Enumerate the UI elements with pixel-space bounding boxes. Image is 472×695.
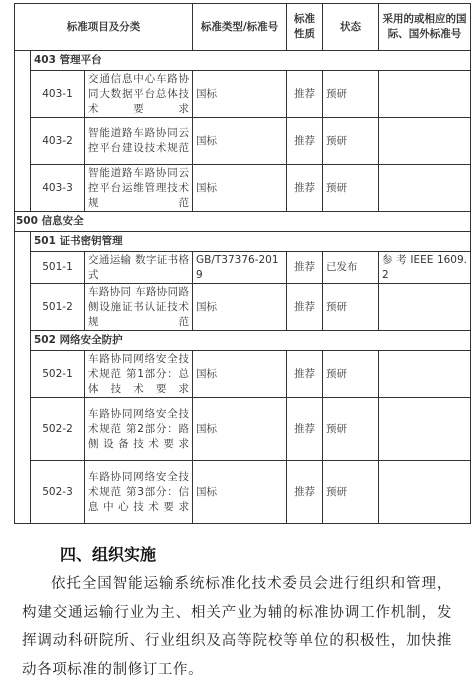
item-type: 国标 [193, 461, 287, 524]
item-nature: 推荐 [287, 118, 323, 165]
section-paragraph: 依托全国智能运输系统标准化技术委员会进行组织和管理，构建交通运输行业为主、相关产业为辅的标准协调工作机制，发挥调动科研院所、行业组织及高等院校等单位的积极性，加快推动各项标准的制修订工作。 [22, 576, 452, 678]
item-ref [379, 118, 471, 165]
table-row [15, 461, 471, 524]
table-row [15, 284, 471, 331]
standards-table [14, 3, 471, 524]
table-row [15, 118, 471, 165]
item-nature: 推荐 [287, 71, 323, 118]
header-item: 标准项目及分类 [15, 4, 193, 51]
item-type: 国标 [193, 71, 287, 118]
header-nature: 标准性质 [287, 4, 323, 51]
item-nature: 推荐 [287, 284, 323, 331]
header-type: 标准类型/标准号 [193, 4, 287, 51]
item-type: 国标 [193, 351, 287, 398]
indent-cell [15, 331, 31, 351]
indent-cell [15, 252, 31, 284]
subcategory-label: 403 管理平台 [31, 51, 471, 71]
item-status: 预研 [323, 461, 379, 524]
item-ref [379, 351, 471, 398]
item-code: 502-1 [31, 351, 85, 398]
indent-cell [15, 232, 31, 252]
category-row [15, 212, 471, 232]
item-ref [379, 461, 471, 524]
item-name: 交通信息中心车路协同大数据平台总体技术要求 [85, 71, 193, 118]
indent-cell [15, 351, 31, 398]
table-row [15, 398, 471, 461]
item-ref [379, 284, 471, 331]
indent-cell [15, 165, 31, 212]
table-row [15, 351, 471, 398]
subcategory-row [15, 331, 471, 351]
item-ref [379, 398, 471, 461]
subcategory-row [15, 232, 471, 252]
item-type: 国标 [193, 398, 287, 461]
indent-cell [15, 284, 31, 331]
item-code: 501-1 [31, 252, 85, 284]
table-row [15, 71, 471, 118]
item-code: 403-2 [31, 118, 85, 165]
item-status: 预研 [323, 71, 379, 118]
table-header-row [15, 4, 471, 51]
table-row [15, 165, 471, 212]
item-status: 预研 [323, 398, 379, 461]
item-code: 502-3 [31, 461, 85, 524]
item-ref: 参 考 IEEE 1609.2 [379, 252, 471, 284]
item-nature: 推荐 [287, 398, 323, 461]
item-type: GB/T37376-2019 [193, 252, 287, 284]
item-nature: 推荐 [287, 461, 323, 524]
item-code: 403-1 [31, 71, 85, 118]
indent-cell [15, 461, 31, 524]
item-name: 车路协同网络安全技术规范 第1部分：总体技术要求 [85, 351, 193, 398]
item-nature: 推荐 [287, 252, 323, 284]
item-ref [379, 165, 471, 212]
indent-cell [15, 51, 31, 71]
indent-cell [15, 118, 31, 165]
item-status: 预研 [323, 165, 379, 212]
item-name: 车路协同网络安全技术规范 第2部分：路侧设备技术要求 [85, 398, 193, 461]
item-type: 国标 [193, 118, 287, 165]
subcategory-row [15, 51, 471, 71]
section-heading: 四、组织实施 [60, 545, 157, 564]
item-nature: 推荐 [287, 165, 323, 212]
item-status: 预研 [323, 118, 379, 165]
item-ref [379, 71, 471, 118]
subcategory-label: 502 网络安全防护 [31, 331, 471, 351]
item-type: 国标 [193, 284, 287, 331]
item-code: 502-2 [31, 398, 85, 461]
item-code: 501-2 [31, 284, 85, 331]
header-ref: 采用的或相应的国际、国外标准号 [379, 4, 471, 51]
item-status: 已发布 [323, 252, 379, 284]
table-row [15, 252, 471, 284]
item-status: 预研 [323, 284, 379, 331]
item-name: 智能道路车路协同云控平台建设技术规范 [85, 118, 193, 165]
subcategory-label: 501 证书密钥管理 [31, 232, 471, 252]
item-code: 403-3 [31, 165, 85, 212]
item-type: 国标 [193, 165, 287, 212]
item-name: 车路协同 车路协同路侧设施证书认证技术规范 [85, 284, 193, 331]
item-name: 智能道路车路协同云控平台运维管理技术规范 [85, 165, 193, 212]
header-status: 状态 [323, 4, 379, 51]
indent-cell [15, 71, 31, 118]
category-label: 500 信息安全 [15, 212, 471, 232]
item-status: 预研 [323, 351, 379, 398]
item-name: 交通运输 数字证书格式 [85, 252, 193, 284]
item-name: 车路协同网络安全技术规范 第3部分：信息中心技术要求 [85, 461, 193, 524]
indent-cell [15, 398, 31, 461]
item-nature: 推荐 [287, 351, 323, 398]
